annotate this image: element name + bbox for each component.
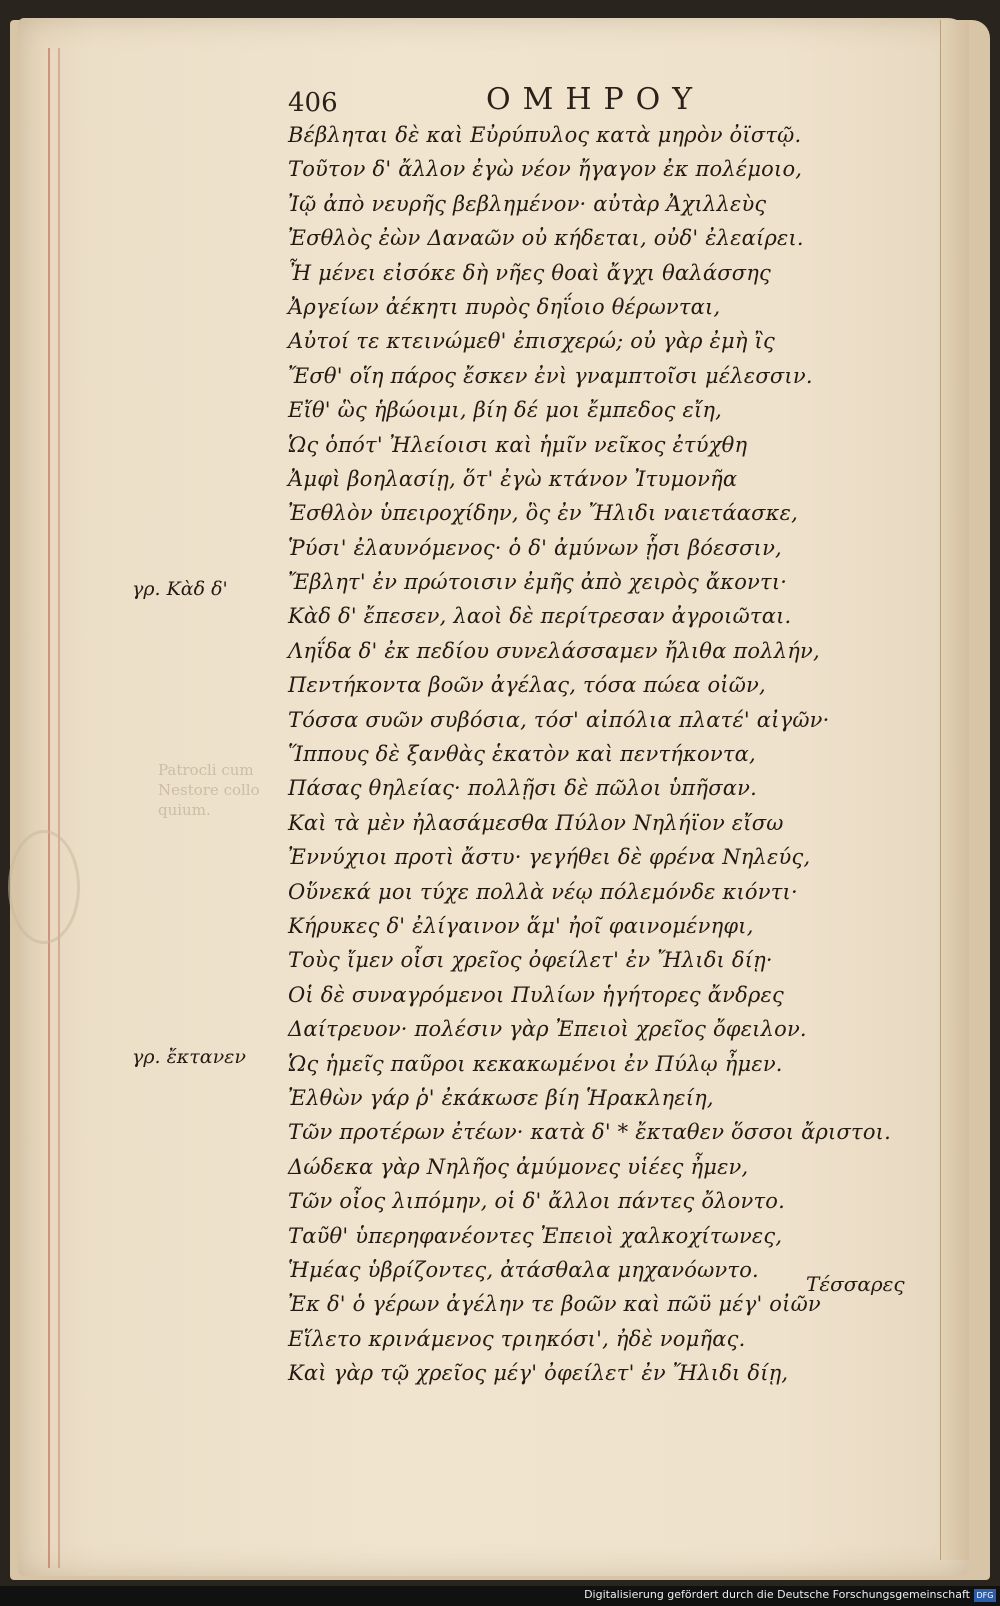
verse-line: Ῥύσι' ἐλαυνόμενος· ὁ δ' ἀμύνων ᾗσι βόεσσιν,	[288, 535, 782, 560]
verse-line: Ἰῷ ἀπὸ νευρῆς βεβλημένον· αὐτὰρ Ἀχιλλεὺς	[288, 191, 767, 216]
verse-line: Καὶ γὰρ τῷ χρεῖος μέγ' ὀφείλετ' ἐν Ἤλιδι δίῃ,	[288, 1361, 789, 1386]
verse-line: Κὰδ δ' ἔπεσεν, λαοὶ δὲ περίτρεσαν ἀγροιῶται.	[288, 604, 792, 629]
verse-line: Ἐσθλὸν ὑπειροχίδην, ὃς ἐν Ἤλιδι ναιετάασκε,	[288, 501, 798, 526]
verse-line: Ἐννύχιοι προτὶ ἄστυ· γεγήθει δὲ φρένα Νηλεύς,	[288, 845, 811, 870]
verse-line: Ἀμφὶ βοηλασίῃ, ὅτ' ἐγὼ κτάνον Ἰτυμονῆα	[288, 466, 738, 491]
verse-line: Πεντήκοντα βοῶν ἀγέλας, τόσα πώεα οἰῶν,	[288, 673, 766, 698]
verse-line: Πάσας θηλείας· πολλῇσι δὲ πῶλοι ὑπῆσαν.	[288, 776, 757, 801]
dfg-logo-icon: DFG	[974, 1589, 996, 1602]
verse-line: Κήρυκες δ' ἐλίγαινον ἅμ' ἠοῖ φαινομένηφι,	[288, 913, 754, 938]
verse-line: Ληΐδα δ' ἐκ πεδίου συνελάσσαμεν ἤλιθα πολλήν,	[288, 638, 820, 663]
funding-notice: Digitalisierung gefördert durch die Deutsche Forschungsgemeinschaft	[584, 1588, 970, 1601]
marginal-note: γρ. ἔκτανεν	[132, 1046, 246, 1068]
red-margin-rule	[58, 48, 60, 1568]
verse-line: Ἐλθὼν γάρ ῥ' ἐκάκωσε βίη Ἡρακληείη,	[288, 1085, 714, 1110]
red-margin-rule	[48, 48, 50, 1568]
bleed-through-text: Patrocli cum Nestore collo quium.	[158, 761, 260, 819]
verse-line: Εἴθ' ὣς ἡβώοιμι, βίη δέ μοι ἔμπεδος εἴη,	[288, 398, 723, 423]
verse-line: Αὐτοί τε κτεινώμεθ' ἐπισχερώ; οὐ γὰρ ἐμὴ ἲς	[288, 329, 775, 354]
verse-line: Ἵππους δὲ ξανθὰς ἑκατὸν καὶ πεντήκοντα,	[288, 742, 756, 767]
verse-line: Τοὺς ἴμεν οἷσι χρεῖος ὀφείλετ' ἐν Ἤλιδι δίῃ·	[288, 948, 773, 973]
verse-line: Τῶν οἶος λιπόμην, οἱ δ' ἄλλοι πάντες ὄλοντο.	[288, 1189, 786, 1214]
page-number: 406	[288, 88, 338, 118]
fore-edge	[940, 20, 969, 1560]
verse-line: Ἐκ δ' ὁ γέρων ἀγέλην τε βοῶν καὶ πῶϋ μέγ' οἰῶν	[288, 1292, 821, 1317]
verse-line: Ἦ μένει εἰσόκε δὴ νῆες θοαὶ ἄγχι θαλάσσης	[288, 260, 772, 285]
verse-line: Τόσσα συῶν συβόσια, τόσ' αἰπόλια πλατέ' αἰγῶν·	[288, 707, 830, 732]
clip-impression	[8, 830, 80, 944]
verse-line: Εἵλετο κρινάμενος τριηκόσι', ἠδὲ νομῆας.	[288, 1326, 746, 1351]
footer-bar	[0, 1586, 1000, 1606]
verse-line: Ταῦθ' ὑπερηφανέοντες Ἐπειοὶ χαλκοχίτωνες,	[288, 1223, 783, 1248]
verse-line: Δαίτρευον· πολέσιν γὰρ Ἐπειοὶ χρεῖος ὄφειλον.	[288, 1017, 807, 1042]
verse-line: Ἔσθ' οἵη πάρος ἔσκεν ἐνὶ γναμπτοῖσι μέλεσσιν.	[288, 363, 813, 388]
verse-line: Τῶν προτέρων ἐτέων· κατὰ δ' * ἔκταθεν ὅσσοι ἄριστοι.	[288, 1120, 891, 1145]
verse-line: Βέβληται δὲ καὶ Εὐρύπυλος κατὰ μηρὸν ὀϊστῷ.	[288, 123, 802, 147]
verse-line: Δώδεκα γὰρ Νηλῆος ἀμύμονες υἱέες ἦμεν,	[288, 1154, 749, 1179]
page-header	[0, 80, 1000, 120]
verse-line: Ἀργείων ἀέκητι πυρὸς δηΐοιο θέρωνται,	[288, 294, 721, 319]
running-title: ΟΜΗΡΟΥ	[486, 82, 705, 117]
verse-line: Ὡς ὁπότ' Ἠλείοισι καὶ ἡμῖν νεῖκος ἐτύχθη	[288, 432, 748, 457]
verse-line: Τοῦτον δ' ἄλλον ἐγὼ νέον ἤγαγον ἐκ πολέμοιο,	[288, 157, 803, 182]
verse-line: Ἡμέας ὑβρίζοντες, ἀτάσθαλα μηχανόωντο.	[288, 1257, 759, 1282]
verse-line: Ἐσθλὸς ἐὼν Δαναῶν οὐ κήδεται, οὐδ' ἐλεαίρει.	[288, 226, 804, 251]
verse-line: Οἱ δὲ συναγρόμενοι Πυλίων ἡγήτορες ἄνδρες	[288, 982, 784, 1007]
verse-line: Καὶ τὰ μὲν ἠλασάμεσθα Πύλον Νηλήϊον εἴσω	[288, 810, 784, 835]
marginal-note: γρ. Κὰδ δ'	[132, 578, 228, 600]
catchword: Τέσσαρες	[806, 1272, 905, 1296]
verse-line: Ἔβλητ' ἐν πρώτοισιν ἐμῆς ἀπὸ χειρὸς ἄκοντι·	[288, 570, 788, 595]
verse-line: Ὡς ἡμεῖς παῦροι κεκακωμένοι ἐν Πύλῳ ἦμεν.	[288, 1051, 783, 1076]
verse-list	[288, 118, 928, 1390]
verse-line: Οὕνεκά μοι τύχε πολλὰ νέῳ πόλεμόνδε κιόντι·	[288, 879, 798, 904]
